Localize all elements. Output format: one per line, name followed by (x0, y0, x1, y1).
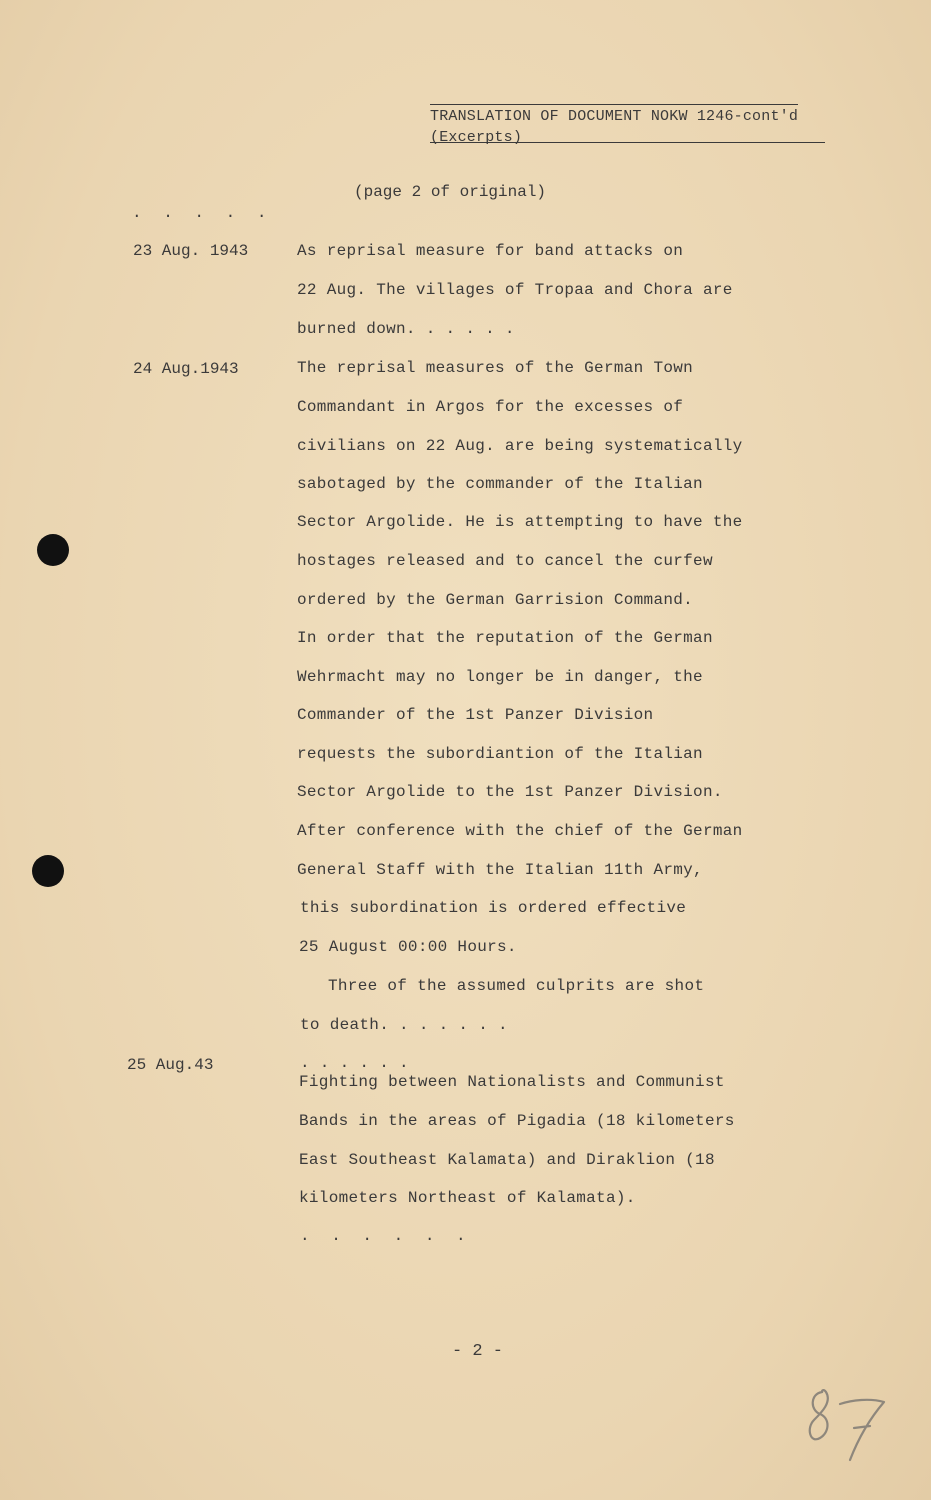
entry-line: Wehrmacht may no longer be in danger, the (297, 668, 703, 686)
header-subtitle: (Excerpts) (430, 129, 523, 146)
entry-line: ordered by the German Garrision Command. (297, 591, 694, 609)
entry-line: Bands in the areas of Pigadia (18 kilometers (299, 1112, 735, 1130)
entry-line: sabotaged by the commander of the Italian (297, 475, 703, 493)
entry-line: The reprisal measures of the German Town (297, 359, 694, 377)
entry-line: Sector Argolide to the 1st Panzer Division. (297, 783, 723, 801)
entry-line: this subordination is ordered effective (300, 899, 687, 917)
header-title: TRANSLATION OF DOCUMENT NOKW 1246-cont'd (430, 104, 798, 127)
entry-date: 24 Aug.1943 (133, 360, 239, 378)
page-number: - 2 - (452, 1342, 504, 1361)
entry-line: Sector Argolide. He is attempting to have the (297, 513, 743, 531)
entry-line: Commandant in Argos for the excesses of (297, 398, 684, 416)
entry-line: burned down. . . . . . (297, 320, 515, 338)
entry-line: to death. . . . . . . (300, 1016, 508, 1034)
entry-line: General Staff with the Italian 11th Army, (297, 861, 703, 879)
entry-line: As reprisal measure for band attacks on (297, 242, 684, 260)
entry-date: 25 Aug.43 (127, 1056, 214, 1074)
entry-line: kilometers Northeast of Kalamata). (299, 1189, 636, 1207)
entry-date: 23 Aug. 1943 (133, 242, 249, 260)
entry-line: . . . . . . (300, 1054, 409, 1072)
entry-line: Commander of the 1st Panzer Division (297, 706, 654, 724)
entry-line: East Southeast Kalamata) and Diraklion (18 (299, 1151, 715, 1169)
ellipsis-bottom: . . . . . . (300, 1227, 472, 1245)
entry-line: 25 August 00:00 Hours. (299, 938, 517, 956)
entry-line: civilians on 22 Aug. are being systematically (297, 437, 743, 455)
entry-line: requests the subordiantion of the Italian (297, 745, 703, 763)
page-note: (page 2 of original) (354, 183, 547, 201)
punch-hole (37, 534, 69, 566)
punch-hole (32, 855, 64, 887)
entry-line: Fighting between Nationalists and Communist (299, 1073, 725, 1091)
header-underline (430, 142, 825, 143)
handwritten-number-icon (800, 1380, 890, 1470)
entry-line: After conference with the chief of the German (297, 822, 743, 840)
entry-line: 22 Aug. The villages of Tropaa and Chora are (297, 281, 733, 299)
entry-line: In order that the reputation of the German (297, 629, 713, 647)
entry-line: hostages released and to cancel the curfew (297, 552, 713, 570)
entry-line: Three of the assumed culprits are shot (328, 977, 705, 995)
ellipsis-top: . . . . . (132, 204, 273, 222)
